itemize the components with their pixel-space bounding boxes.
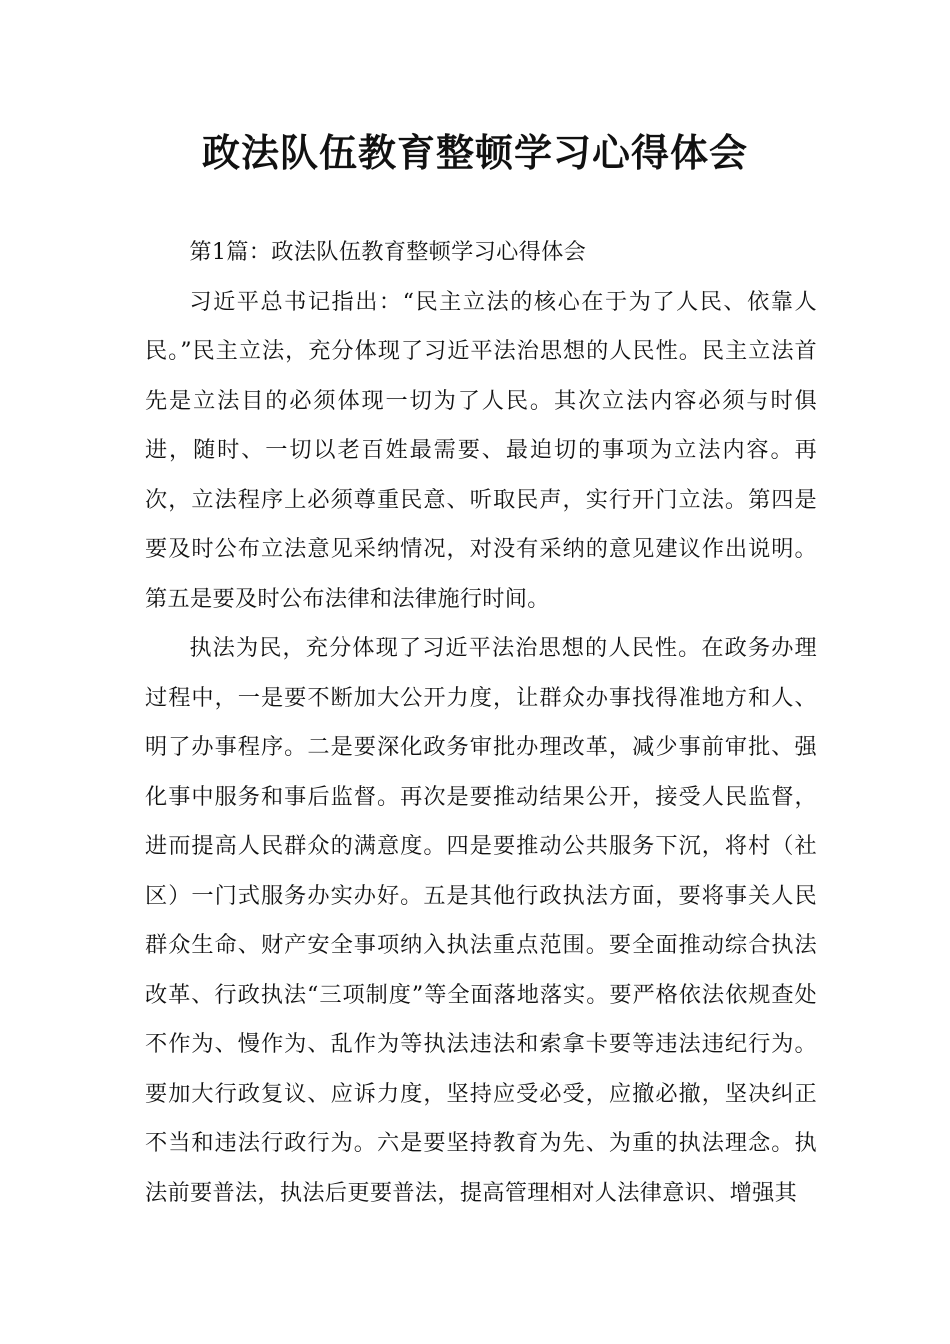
document-title: 政法队伍教育整顿学习心得体会 <box>201 131 748 175</box>
paragraph-1: 习近平总书记指出：“民主立法的核心在于为了人民、依靠人民。”民主立法，充分体现了习近平法治思想的人民性。民主立法首先是立法目的必须体现一切为了人民。其次立法内容必须与时俱进，随时、一切以老百姓最需要、最迫切的事项为立法内容。再次，立法程序上必须尊重民意、听取民声，实行开门立法。第四是要及时公布立法意见采纳情况，对没有采纳的意见建议作出说明。第五是要及时公布法律和法律施行时间。 <box>145 288 817 612</box>
document-body <box>145 228 817 1218</box>
paragraph-2: 执法为民，充分体现了习近平法治思想的人民性。在政务办理过程中，一是要不断加大公开力度，让群众办事找得准地方和人、明了办事程序。二是要深化政务审批办理改革，减少事前审批、强化事中服务和事后监督。再次是要推动结果公开，接受人民监督，进而提高人民群众的满意度。四是要推动公共服务下沉，将村（社区）一门式服务办实办好。五是其他行政执法方面，要将事关人民群众生命、财产安全事项纳入执法重点范围。要全面推动综合执法改革、行政执法“三项制度”等全面落地落实。要严格依法依规查处不作为、慢作为、乱作为等执法违法和索拿卡要等违法违纪行为。要加大行政复议、应诉力度，坚持应受必受，应撤必撤，坚决纠正不当和违法行政行为。六是要坚持教育为先、为重的执法理念。执法前要普法，执法后更要普法，提高管理相对人法律意识、增强其 <box>145 635 817 1206</box>
section-heading: 第1篇：政法队伍教育整顿学习心得体会 <box>189 239 587 265</box>
